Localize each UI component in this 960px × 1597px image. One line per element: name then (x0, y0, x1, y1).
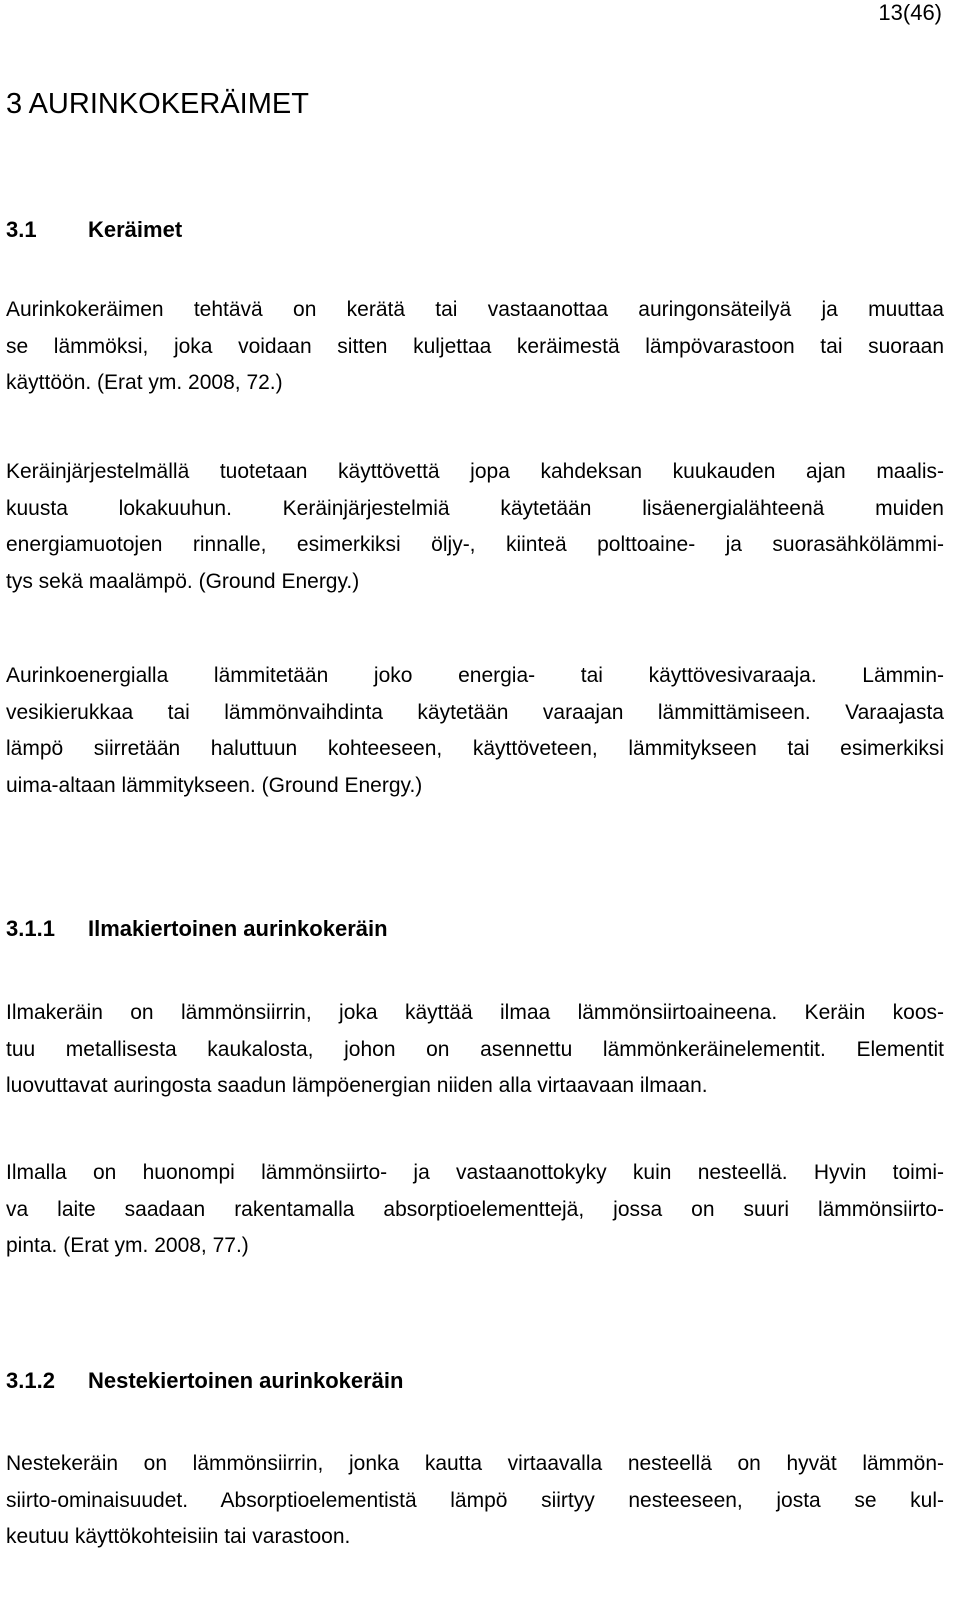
paragraph (6, 454, 944, 600)
paragraph (6, 292, 944, 402)
text-line: tuu metallisesta kaukalosta, johon on asennettu lämmönkeräinelementit. Elementit (6, 1037, 944, 1061)
text-line: lämpö siirretään haluttuun kohteeseen, käyttöveteen, lämmitykseen tai esimerkiksi (6, 737, 944, 760)
text-line: Aurinkokeräimen tehtävä on kerätä tai vastaanottaa auringonsäteilyä ja muuttaa (6, 298, 944, 321)
subsection-heading (6, 1365, 403, 1397)
text-line: kuusta lokakuuhun. Keräinjärjestelmiä käytetään lisäenergialähteenä muiden (6, 496, 944, 520)
paragraph (6, 995, 944, 1105)
paragraph (6, 1155, 944, 1265)
section-heading (6, 214, 182, 246)
text-line: energiamuotojen rinnalle, esimerkiksi öljy-, kiinteä polttoaine- ja suorasähkölämmi- (6, 533, 944, 556)
subsection-number: 3.1.2 (6, 1368, 55, 1393)
subsection-number: 3.1.1 (6, 916, 55, 941)
text-line: käyttöön. (Erat ym. 2008, 72.) (6, 371, 283, 394)
text-line: Ilmakeräin on lämmönsiirrin, joka käyttää ilmaa lämmönsiirtoaineena. Keräin koos- (6, 1001, 944, 1024)
text-line: Nestekeräin on lämmönsiirrin, jonka kautta virtaavalla nesteellä on hyvät lämmön- (6, 1452, 944, 1475)
text-line: Aurinkoenergialla lämmitetään joko energia- tai käyttövesivaraaja. Lämmin- (6, 664, 944, 687)
text-line: Ilmalla on huonompi lämmönsiirto- ja vastaanottokyky kuin nesteellä. Hyvin toimi- (6, 1161, 944, 1184)
text-line: vesikierukkaa tai lämmönvaihdinta käytetään varaajan lämmittämiseen. Varaajasta (6, 700, 944, 724)
section-title: Keräimet (88, 217, 183, 242)
text-line: va laite saadaan rakentamalla absorptioelementtejä, jossa on suuri lämmönsiirto- (6, 1197, 944, 1221)
subsection-title: Ilmakiertoinen aurinkokeräin (88, 916, 388, 941)
text-line: keutuu käyttökohteisiin tai varastoon. (6, 1525, 351, 1548)
text-line: Keräinjärjestelmällä tuotetaan käyttövettä jopa kahdeksan kuukauden ajan maalis- (6, 460, 944, 483)
page-number: 13(46) (878, 0, 942, 25)
text-line: pinta. (Erat ym. 2008, 77.) (6, 1234, 249, 1257)
text-line: uima-altaan lämmitykseen. (Ground Energy.) (6, 773, 423, 797)
text-line: siirto-ominaisuudet. Absorptioelementistä lämpö siirtyy nesteeseen, josta se kul- (6, 1488, 944, 1512)
text-line: luovuttavat auringosta saadun lämpöenergian niiden alla virtaavaan ilmaan. (6, 1074, 708, 1097)
text-line: se lämmöksi, joka voidaan sitten kuljettaa keräimestä lämpövarastoon tai suoraan (6, 334, 944, 358)
paragraph (6, 658, 944, 804)
section-number: 3.1 (6, 217, 37, 242)
text-line: tys sekä maalämpö. (Ground Energy.) (6, 569, 360, 593)
paragraph (6, 1446, 944, 1556)
chapter-heading: 3 AURINKOKERÄIMET (6, 88, 309, 120)
subsection-heading (6, 913, 388, 945)
subsection-title: Nestekiertoinen aurinkokeräin (88, 1368, 404, 1393)
